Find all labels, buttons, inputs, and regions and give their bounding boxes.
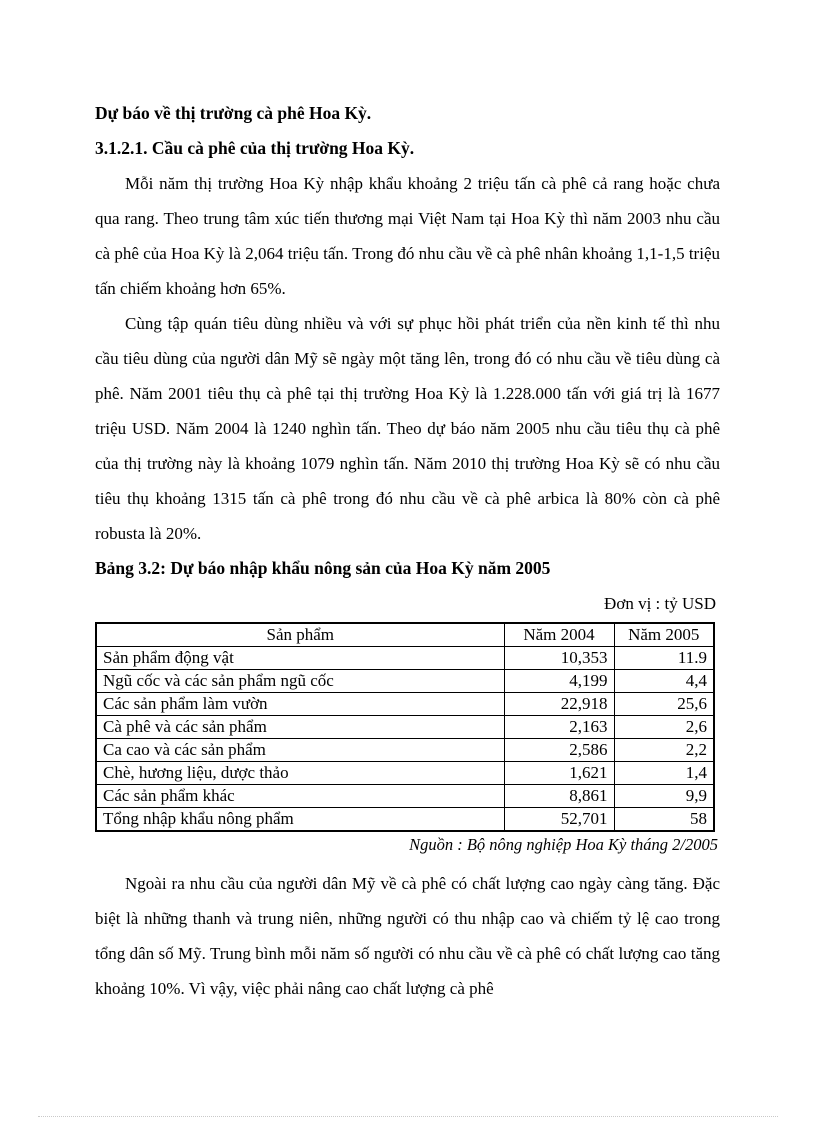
table-row (96, 647, 714, 670)
section-heading: 3.1.2.1. Cầu cà phê của thị trường Hoa Kỳ. (95, 138, 415, 158)
value-2005-cell: 58 (614, 808, 714, 832)
value-2005-cell: 4,4 (614, 670, 714, 693)
value-2004-cell: 10,353 (504, 647, 614, 670)
page-bottom-divider (38, 1116, 778, 1117)
value-2004-cell: 8,861 (504, 785, 614, 808)
product-cell: Tổng nhập khẩu nông phẩm (96, 808, 504, 832)
table-row (96, 739, 714, 762)
table-caption: Bảng 3.2: Dự báo nhập khẩu nông sản của Hoa Kỳ năm 2005 (95, 558, 551, 578)
value-2004-cell: 2,163 (504, 716, 614, 739)
header-year-2004: Năm 2004 (504, 623, 614, 647)
value-2004-cell: 4,199 (504, 670, 614, 693)
document-title: Dự báo về thị trường cà phê Hoa Kỳ. (95, 103, 372, 123)
product-cell: Ca cao và các sản phẩm (96, 739, 504, 762)
table-header-row (96, 623, 714, 647)
paragraph-consumption-forecast: Cùng tập quán tiêu dùng nhiều và với sự phục hồi phát triển của nền kinh tế thì nhu cầu tiêu dùng của người dân Mỹ sẽ ngày một tăng lên, trong đó có nhu cầu về tiêu dùng cà phê. Năm 2001 tiêu thụ cà phê tại thị trường Hoa Kỳ là 1.228.000 tấn với giá trị là 1677 triệu USD. Năm 2004 là 1240 nghìn tấn. Theo dự báo năm 2005 nhu cầu tiêu thụ cà phê của thị trường này là khoảng 1079 nghìn tấn. Năm 2010 thị trường Hoa Kỳ sẽ có nhu cầu tiêu thụ khoảng 1315 tấn cà phê trong đó nhu cầu về cà phê arbica là 80% còn cà phê robusta là 20%. (95, 314, 720, 543)
value-2004-cell: 22,918 (504, 693, 614, 716)
paragraph-quality-demand: Ngoài ra nhu cầu của người dân Mỹ về cà phê có chất lượng cao ngày càng tăng. Đặc biệt là những thanh và trung niên, những người có thu nhập cao và chiếm tỷ lệ cao trong tổng dân số Mỹ. Trung bình mỗi năm số người có nhu cầu về cà phê có chất lượng cao tăng khoảng 10%. Vì vậy, việc phải nâng cao chất lượng cà phê (95, 874, 720, 998)
value-2005-cell: 1,4 (614, 762, 714, 785)
table-row (96, 785, 714, 808)
value-2004-cell: 52,701 (504, 808, 614, 832)
table-row (96, 670, 714, 693)
product-cell: Cà phê và các sản phẩm (96, 716, 504, 739)
value-2005-cell: 9,9 (614, 785, 714, 808)
value-2005-cell: 25,6 (614, 693, 714, 716)
value-2004-cell: 2,586 (504, 739, 614, 762)
product-cell: Các sản phẩm khác (96, 785, 504, 808)
paragraph-coffee-import: Mỗi năm thị trường Hoa Kỳ nhập khẩu khoảng 2 triệu tấn cà phê cả rang hoặc chưa qua rang. Theo trung tâm xúc tiến thương mại Việt Nam tại Hoa Kỳ thì năm 2003 nhu cầu cà phê của Hoa Kỳ là 2,064 triệu tấn. Trong đó nhu cầu về cà phê nhân khoảng 1,1-1,5 triệu tấn chiếm khoảng hơn 65%. (95, 174, 720, 298)
product-cell: Sản phẩm động vật (96, 647, 504, 670)
table-row-total (96, 808, 714, 832)
unit-note: Đơn vị : tỷ USD (604, 594, 716, 613)
table-row (96, 693, 714, 716)
value-2005-cell: 2,2 (614, 739, 714, 762)
value-2005-cell: 2,6 (614, 716, 714, 739)
import-forecast-table (95, 622, 715, 832)
value-2005-cell: 11.9 (614, 647, 714, 670)
product-cell: Ngũ cốc và các sản phẩm ngũ cốc (96, 670, 504, 693)
header-year-2005: Năm 2005 (614, 623, 714, 647)
document-content (95, 96, 720, 1006)
header-product: Sản phẩm (96, 623, 504, 647)
product-cell: Các sản phẩm làm vườn (96, 693, 504, 716)
value-2004-cell: 1,621 (504, 762, 614, 785)
table-row (96, 762, 714, 785)
table-row (96, 716, 714, 739)
product-cell: Chè, hương liệu, dược thảo (96, 762, 504, 785)
table-source-note: Nguồn : Bộ nông nghiệp Hoa Kỳ tháng 2/2005 (409, 835, 718, 854)
